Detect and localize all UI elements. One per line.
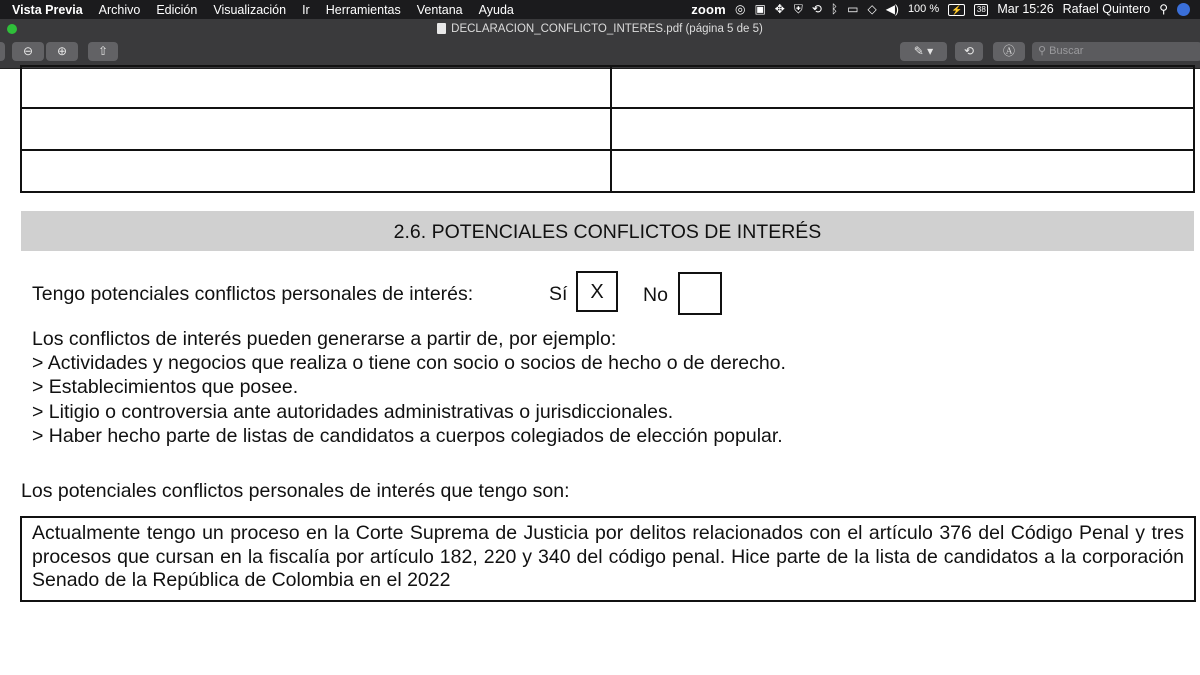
zoom-out-icon: ⊖ [22,44,34,58]
list-item: > Haber hecho parte de listas de candidatos a cuerpos colegiados de elección popular. [32,424,783,447]
zoom-out-button[interactable] [12,42,44,61]
no-label: No [643,284,668,306]
zoom-status-item[interactable]: zoom [691,2,726,17]
pen-icon: ✎ ▾ [913,44,934,58]
status-area [691,0,1190,19]
clock[interactable]: Mar 15:26 [997,2,1054,16]
volume-icon[interactable]: ◀) [885,2,899,16]
examples-list [32,327,786,448]
menu-app-name[interactable]: Vista Previa [12,2,83,17]
no-checkbox[interactable] [678,272,722,315]
table-cell [611,66,1194,108]
menu-ventana[interactable]: Ventana [416,2,463,17]
menu-ir[interactable]: Ir [302,2,310,17]
search-input[interactable] [1032,42,1200,61]
search-icon: ⚲ [1038,45,1047,57]
menu-herramientas[interactable]: Herramientas [325,2,401,17]
battery-percent[interactable]: 100 % [907,3,940,15]
screen-share-icon[interactable]: ▣ [754,2,766,16]
siri-icon[interactable] [1177,3,1190,16]
markup-icon: Ⓐ [1002,44,1015,58]
share-icon: ⇧ [97,44,109,58]
table-cell [611,108,1194,150]
table-cell [21,108,611,150]
keyboard-input-icon[interactable]: 38 [974,4,988,16]
menu-edicion[interactable]: Edición [156,2,198,17]
user-name[interactable]: Rafael Quintero [1062,2,1151,16]
list-item: > Litigio o controversia ante autoridades administrativas o jurisdiccionales. [32,400,674,423]
window-title: DECLARACION_CONFLICTO_INTERES.pdf (página 5 de 5) [451,23,763,35]
pdf-page[interactable] [0,69,1200,675]
answer-heading: Los potenciales conflictos personales de interés que tengo son: [21,480,570,502]
zoom-in-icon: ⊕ [56,44,68,58]
window-title-bar [0,19,1200,39]
menu-bar [0,0,1200,19]
table-cell [21,66,611,108]
spotlight-search-icon[interactable]: ⚲ [1159,2,1168,16]
time-machine-icon[interactable]: ⟲ [811,2,822,16]
section-title: 2.6. POTENCIALES CONFLICTOS DE INTERÉS [21,211,1194,251]
previous-section-table [20,65,1195,193]
vpn-shield-icon[interactable]: ⛨ [793,2,803,16]
table-row [21,66,1194,108]
menu-archivo[interactable]: Archivo [98,2,141,17]
rotate-button[interactable] [955,42,983,61]
table-row [21,150,1194,192]
sidebar-toggle-button[interactable] [0,42,5,61]
markup-pen-button[interactable] [900,42,947,61]
battery-icon[interactable]: ⚡ [948,4,965,16]
wifi-icon[interactable]: ◇ [867,2,877,16]
rotate-icon: ⟲ [963,44,975,58]
pdf-document-icon [437,23,446,34]
creative-cloud-icon[interactable]: ◎ [734,2,746,16]
conflict-question: Tengo potenciales conflictos personales de interés: [32,283,474,305]
table-cell [21,150,611,192]
answer-text-box: Actualmente tengo un proceso en la Corte Suprema de Justicia por delitos relacionados con el artículo 376 del Código Penal y tres procesos que cursan en la fiscalía por artículo 182, 220 y 340 del código penal. Hice parte de la lista de candidatos a la corporación Senado de la República de Colombia en el 2022 [20,516,1196,602]
share-button[interactable] [88,42,118,61]
zoom-in-button[interactable] [46,42,78,61]
dropbox-icon[interactable]: ✥ [774,2,785,16]
menu-visualizacion[interactable]: Visualización [213,2,287,17]
yes-label: Sí [549,283,568,305]
examples-intro: Los conflictos de interés pueden generarse a partir de, por ejemplo: [32,328,617,350]
menu-ayuda[interactable]: Ayuda [478,2,514,17]
list-item: > Establecimientos que posee. [32,376,299,399]
display-icon[interactable]: ▭ [847,2,859,16]
yes-checkbox[interactable]: X [576,271,618,312]
markup-toolbar-button[interactable] [993,42,1025,61]
list-item: > Actividades y negocios que realiza o tiene con socio o socios de hecho o de derecho. [32,352,786,375]
search-placeholder: Buscar [1049,45,1084,57]
bluetooth-icon[interactable]: ᛒ [830,2,839,16]
window-title-wrap [0,19,1200,39]
table-cell [611,150,1194,192]
table-row [21,108,1194,150]
